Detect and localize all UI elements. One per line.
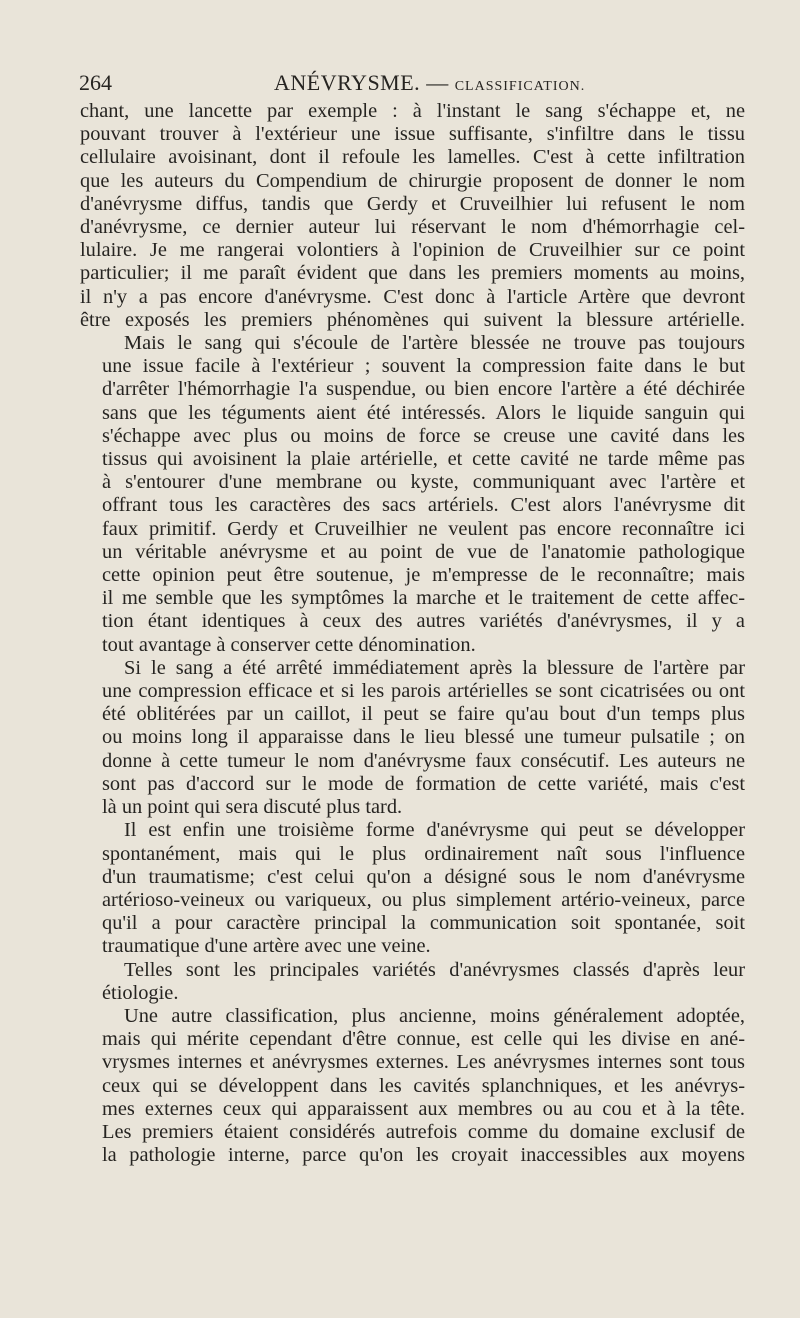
text-line: là un point qui sera discuté plus tard. (102, 796, 403, 819)
text-line: une issue facile à l'extérieur ; souvent la compression faite dans le but (102, 355, 745, 378)
text-line: une compression efficace et si les parois artérielles se sont cicatrisées ou ont (102, 680, 745, 703)
text-line: vrysmes internes et anévrysmes externes. Les anévrysmes internes sont tous (102, 1051, 745, 1074)
text-line: Telles sont les principales variétés d'anévrysmes classés d'après leur (124, 958, 745, 981)
text-line: mais qui mérite cependant d'être connue, est celle qui les divise en ané- (102, 1028, 745, 1051)
text-line: été oblitérées par un caillot, il peut se faire qu'au bout d'un temps plus (102, 703, 745, 726)
running-title (274, 70, 585, 96)
text-line: ou moins long il apparaisse dans le lieu blessé une tumeur pulsatile ; on (102, 726, 745, 749)
text-line: s'échappe avec plus ou moins de force se creuse une cavité dans les (102, 424, 745, 447)
text-line: un véritable anévrysme et au point de vue de l'anatomie pathologique (102, 540, 745, 563)
text-line: il me semble que les symptômes la marche et le traitement de cette affec- (102, 587, 745, 610)
text-line: d'un traumatisme; c'est celui qu'on a désigné sous le nom d'anévrysme (102, 865, 745, 888)
page-header (79, 70, 745, 100)
text-line: à s'entourer d'une membrane ou kyste, communiquant avec l'artère et (102, 471, 745, 494)
text-line: artérioso-veineux ou variqueux, ou plus simplement artério-veineux, parce (102, 888, 745, 911)
text-line: pouvant trouver à l'extérieur une issue suffisante, s'infiltre dans le tissu (80, 123, 745, 146)
page-number: 264 (79, 70, 112, 95)
text-line: il n'y a pas encore d'anévrysme. C'est donc à l'article Artère que devront (80, 285, 745, 308)
text-line: d'anévrysme, ce dernier auteur lui réservant le nom d'hémorrhagie cel- (80, 216, 745, 239)
paragraph (80, 819, 745, 958)
paragraph (80, 959, 745, 1005)
paragraph (80, 100, 745, 332)
text-line: lulaire. Je me rangerai volontiers à l'opinion de Cruveilhier sur ce point (80, 239, 745, 262)
running-title-dash: — (426, 70, 449, 95)
paragraph (80, 332, 745, 657)
text-line: particulier; il me paraît évident que dans les premiers moments au moins, (80, 262, 745, 285)
text-line: donne à cette tumeur le nom d'anévrysme faux consécutif. Les auteurs ne (102, 749, 745, 772)
text-line: tout avantage à conserver cette dénomination. (102, 633, 476, 656)
text-line: d'anévrysme diffus, tandis que Gerdy et Cruveilhier lui refusent le nom (80, 192, 745, 215)
running-title-main: ANÉVRYSME. (274, 70, 421, 95)
text-line: chant, une lancette par exemple : à l'instant le sang s'échappe et, ne (80, 100, 745, 122)
body-text (80, 100, 745, 1167)
text-line: offrant tous les caractères des sacs artériels. C'est alors l'anévrysme dit (102, 494, 745, 517)
text-line: Les premiers étaient considérés autrefois comme du domaine exclusif de (102, 1120, 745, 1143)
text-line: que les auteurs du Compendium de chirurgie proposent de donner le nom (80, 169, 745, 192)
text-line: Mais le sang qui s'écoule de l'artère blessée ne trouve pas toujours (124, 332, 745, 355)
text-line: Il est enfin une troisième forme d'anévrysme qui peut se développer (124, 819, 745, 842)
text-line: sans que les téguments aient été intéressés. Alors le liquide sanguin qui (102, 401, 745, 424)
paragraph (80, 657, 745, 819)
text-line: être exposés les premiers phénomènes qui suivent la blessure artérielle. (80, 308, 745, 331)
text-line: tion étant identiques à ceux des autres variétés d'anévrysmes, il y a (102, 610, 745, 633)
text-line: mes externes ceux qui apparaissent aux membres ou au cou et à la tête. (102, 1097, 745, 1120)
text-line: sont pas d'accord sur le mode de formation de cette variété, mais c'est (102, 772, 745, 795)
text-line: Si le sang a été arrêté immédiatement après la blessure de l'artère par (124, 656, 745, 679)
text-line: la pathologie interne, parce qu'on les croyait inaccessibles aux moyens (102, 1144, 745, 1167)
text-line: tissus qui avoisinent la plaie artérielle, et cette cavité ne tarde même pas (102, 448, 745, 471)
text-line: étiologie. (102, 981, 179, 1004)
text-line: cellulaire avoisinant, dont il refoule les lamelles. C'est à cette infiltration (80, 146, 745, 169)
text-line: Une autre classification, plus ancienne, moins généralement adoptée, (124, 1004, 745, 1027)
text-line: faux primitif. Gerdy et Cruveilhier ne veulent pas encore reconnaître ici (102, 517, 745, 540)
text-line: qu'il a pour caractère principal la communication soit spontanée, soit (102, 912, 745, 935)
paragraph (80, 1005, 745, 1167)
text-line: ceux qui se développent dans les cavités splanchniques, et les anévrys- (102, 1074, 745, 1097)
running-title-subtitle: CLASSIFICATION. (454, 79, 586, 94)
text-line: spontanément, mais qui le plus ordinairement naît sous l'influence (102, 842, 745, 865)
text-line: cette opinion peut être soutenue, je m'empresse de le reconnaître; mais (102, 564, 745, 587)
text-line: d'arrêter l'hémorrhagie l'a suspendue, ou bien encore l'artère a été déchirée (102, 378, 745, 401)
text-line: traumatique d'une artère avec une veine. (102, 935, 431, 958)
